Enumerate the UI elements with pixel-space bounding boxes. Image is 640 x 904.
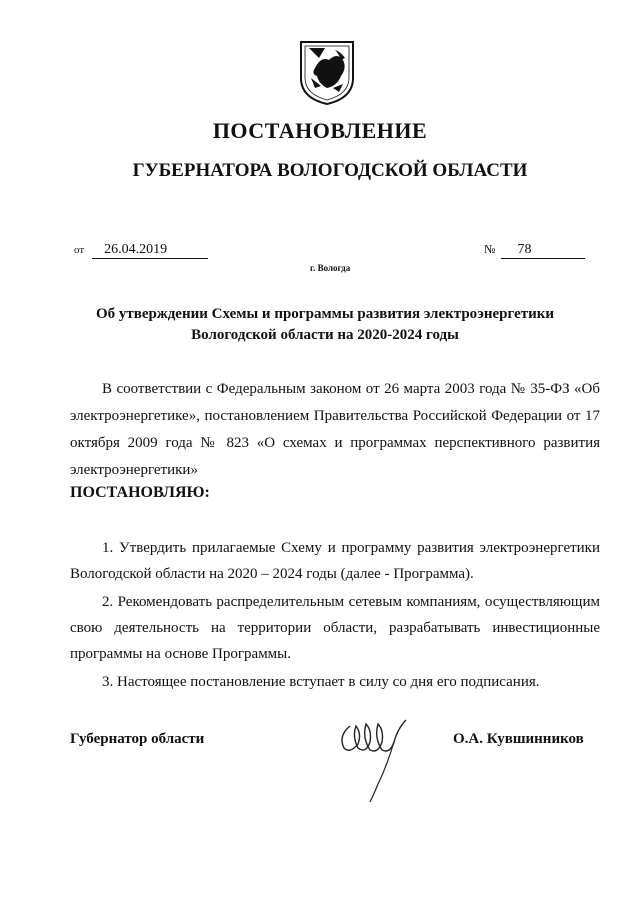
subject-line-2: Вологодской области на 2020-2024 годы xyxy=(191,327,459,343)
city-label: г. Вологда xyxy=(310,263,351,273)
handwritten-signature-icon xyxy=(336,712,412,808)
decree-item-1: 1. Утвердить прилагаемые Схему и программу развития электроэнергетики Вологодской области на 2020 – 2024 годы (далее - Программа). xyxy=(70,540,600,582)
decree-item-3: 3. Настоящее постановление вступает в силу со дня его подписания. xyxy=(102,674,540,690)
number-value: 78 xyxy=(501,242,585,259)
number-field xyxy=(484,242,585,259)
document-subject xyxy=(60,304,590,346)
preamble-text: В соответствии с Федеральным законом от 26 марта 2003 года № 35-ФЗ «Об электроэнергетике», постановлением Правительства Российской Федерации от 17 октября 2009 года № 823 «О схемах и программах перспективного развития электроэнергетики» xyxy=(70,381,600,478)
decree-items xyxy=(70,535,600,697)
date-value: 26.04.2019 xyxy=(92,242,208,259)
signatory-name: О.А. Кувшинников xyxy=(453,731,584,747)
decree-item-2: 2. Рекомендовать распределительным сетевым компаниям, осуществляющим свою деятельность на территории области, разрабатывать инвестиционные программы на основе Программы. xyxy=(70,594,600,662)
document-title: ПОСТАНОВЛЕНИЕ xyxy=(212,118,428,143)
date-prefix: от xyxy=(74,244,85,256)
decree-word: ПОСТАНОВЛЯЮ: xyxy=(70,484,210,501)
date-field xyxy=(74,242,208,259)
number-prefix: № xyxy=(484,242,496,256)
document-subtitle: ГУБЕРНАТОРА ВОЛОГОДСКОЙ ОБЛАСТИ xyxy=(132,160,528,181)
signatory-position: Губернатор области xyxy=(70,731,205,747)
subject-line-1: Об утверждении Схемы и программы развития электроэнергетики xyxy=(95,306,555,322)
coat-of-arms-icon xyxy=(297,38,357,106)
